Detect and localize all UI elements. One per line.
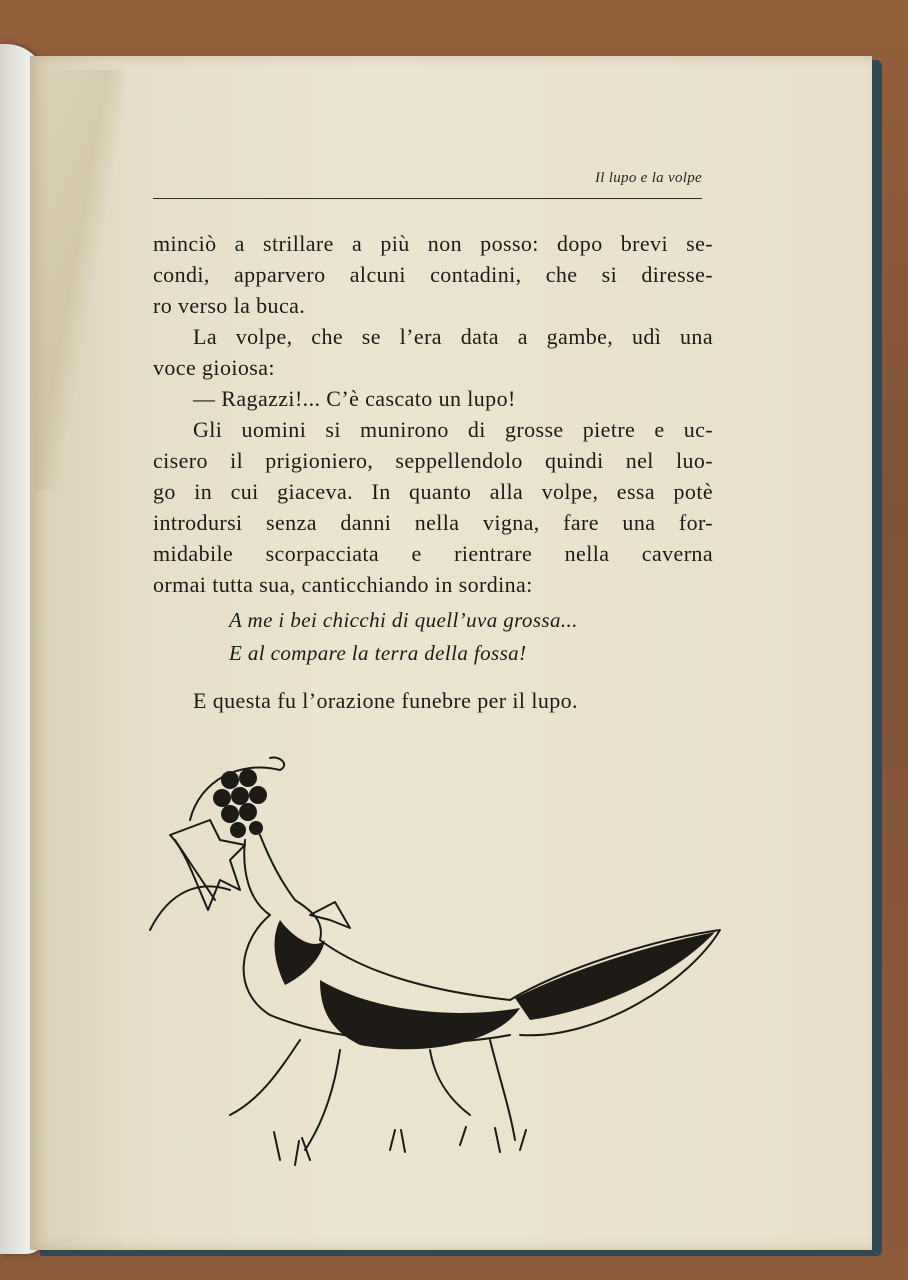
- verse-block: [229, 604, 578, 670]
- text-line: ormai tutta sua, canticchiando in sordina:: [153, 572, 533, 597]
- verse-line: E al compare la terra della fossa!: [229, 641, 527, 665]
- text-line: minciò a strillare a più non posso: dopo brevi se-: [153, 231, 713, 256]
- text-line: voce gioiosa:: [153, 355, 275, 380]
- closing-line: E questa fu l’orazione funebre per il lupo.: [193, 688, 578, 713]
- fox-illustration: [130, 740, 730, 1190]
- text-line: cisero il prigioniero, seppellendolo quindi nel luo-: [153, 448, 713, 473]
- text-line: go in cui giaceva. In quanto alla volpe, essa potè: [153, 479, 713, 504]
- story-text: [153, 228, 713, 600]
- verse-line: A me i bei chicchi di quell’uva grossa...: [229, 608, 578, 632]
- running-title: Il lupo e la volpe: [594, 170, 702, 186]
- text-line: introdursi senza danni nella vigna, fare una for-: [153, 510, 713, 535]
- header-rule: [153, 198, 702, 199]
- text-line: midabile scorpacciata e rientrare nella caverna: [153, 541, 713, 566]
- dialogue-line: — Ragazzi!... C’è cascato un lupo!: [193, 386, 516, 411]
- text-line: ro verso la buca.: [153, 293, 306, 318]
- text-line: La volpe, che se l’era data a gambe, udì una: [193, 324, 713, 349]
- text-line: condi, apparvero alcuni contadini, che si diresse-: [153, 262, 713, 287]
- text-line: Gli uomini si munirono di grosse pietre e uc-: [193, 417, 713, 442]
